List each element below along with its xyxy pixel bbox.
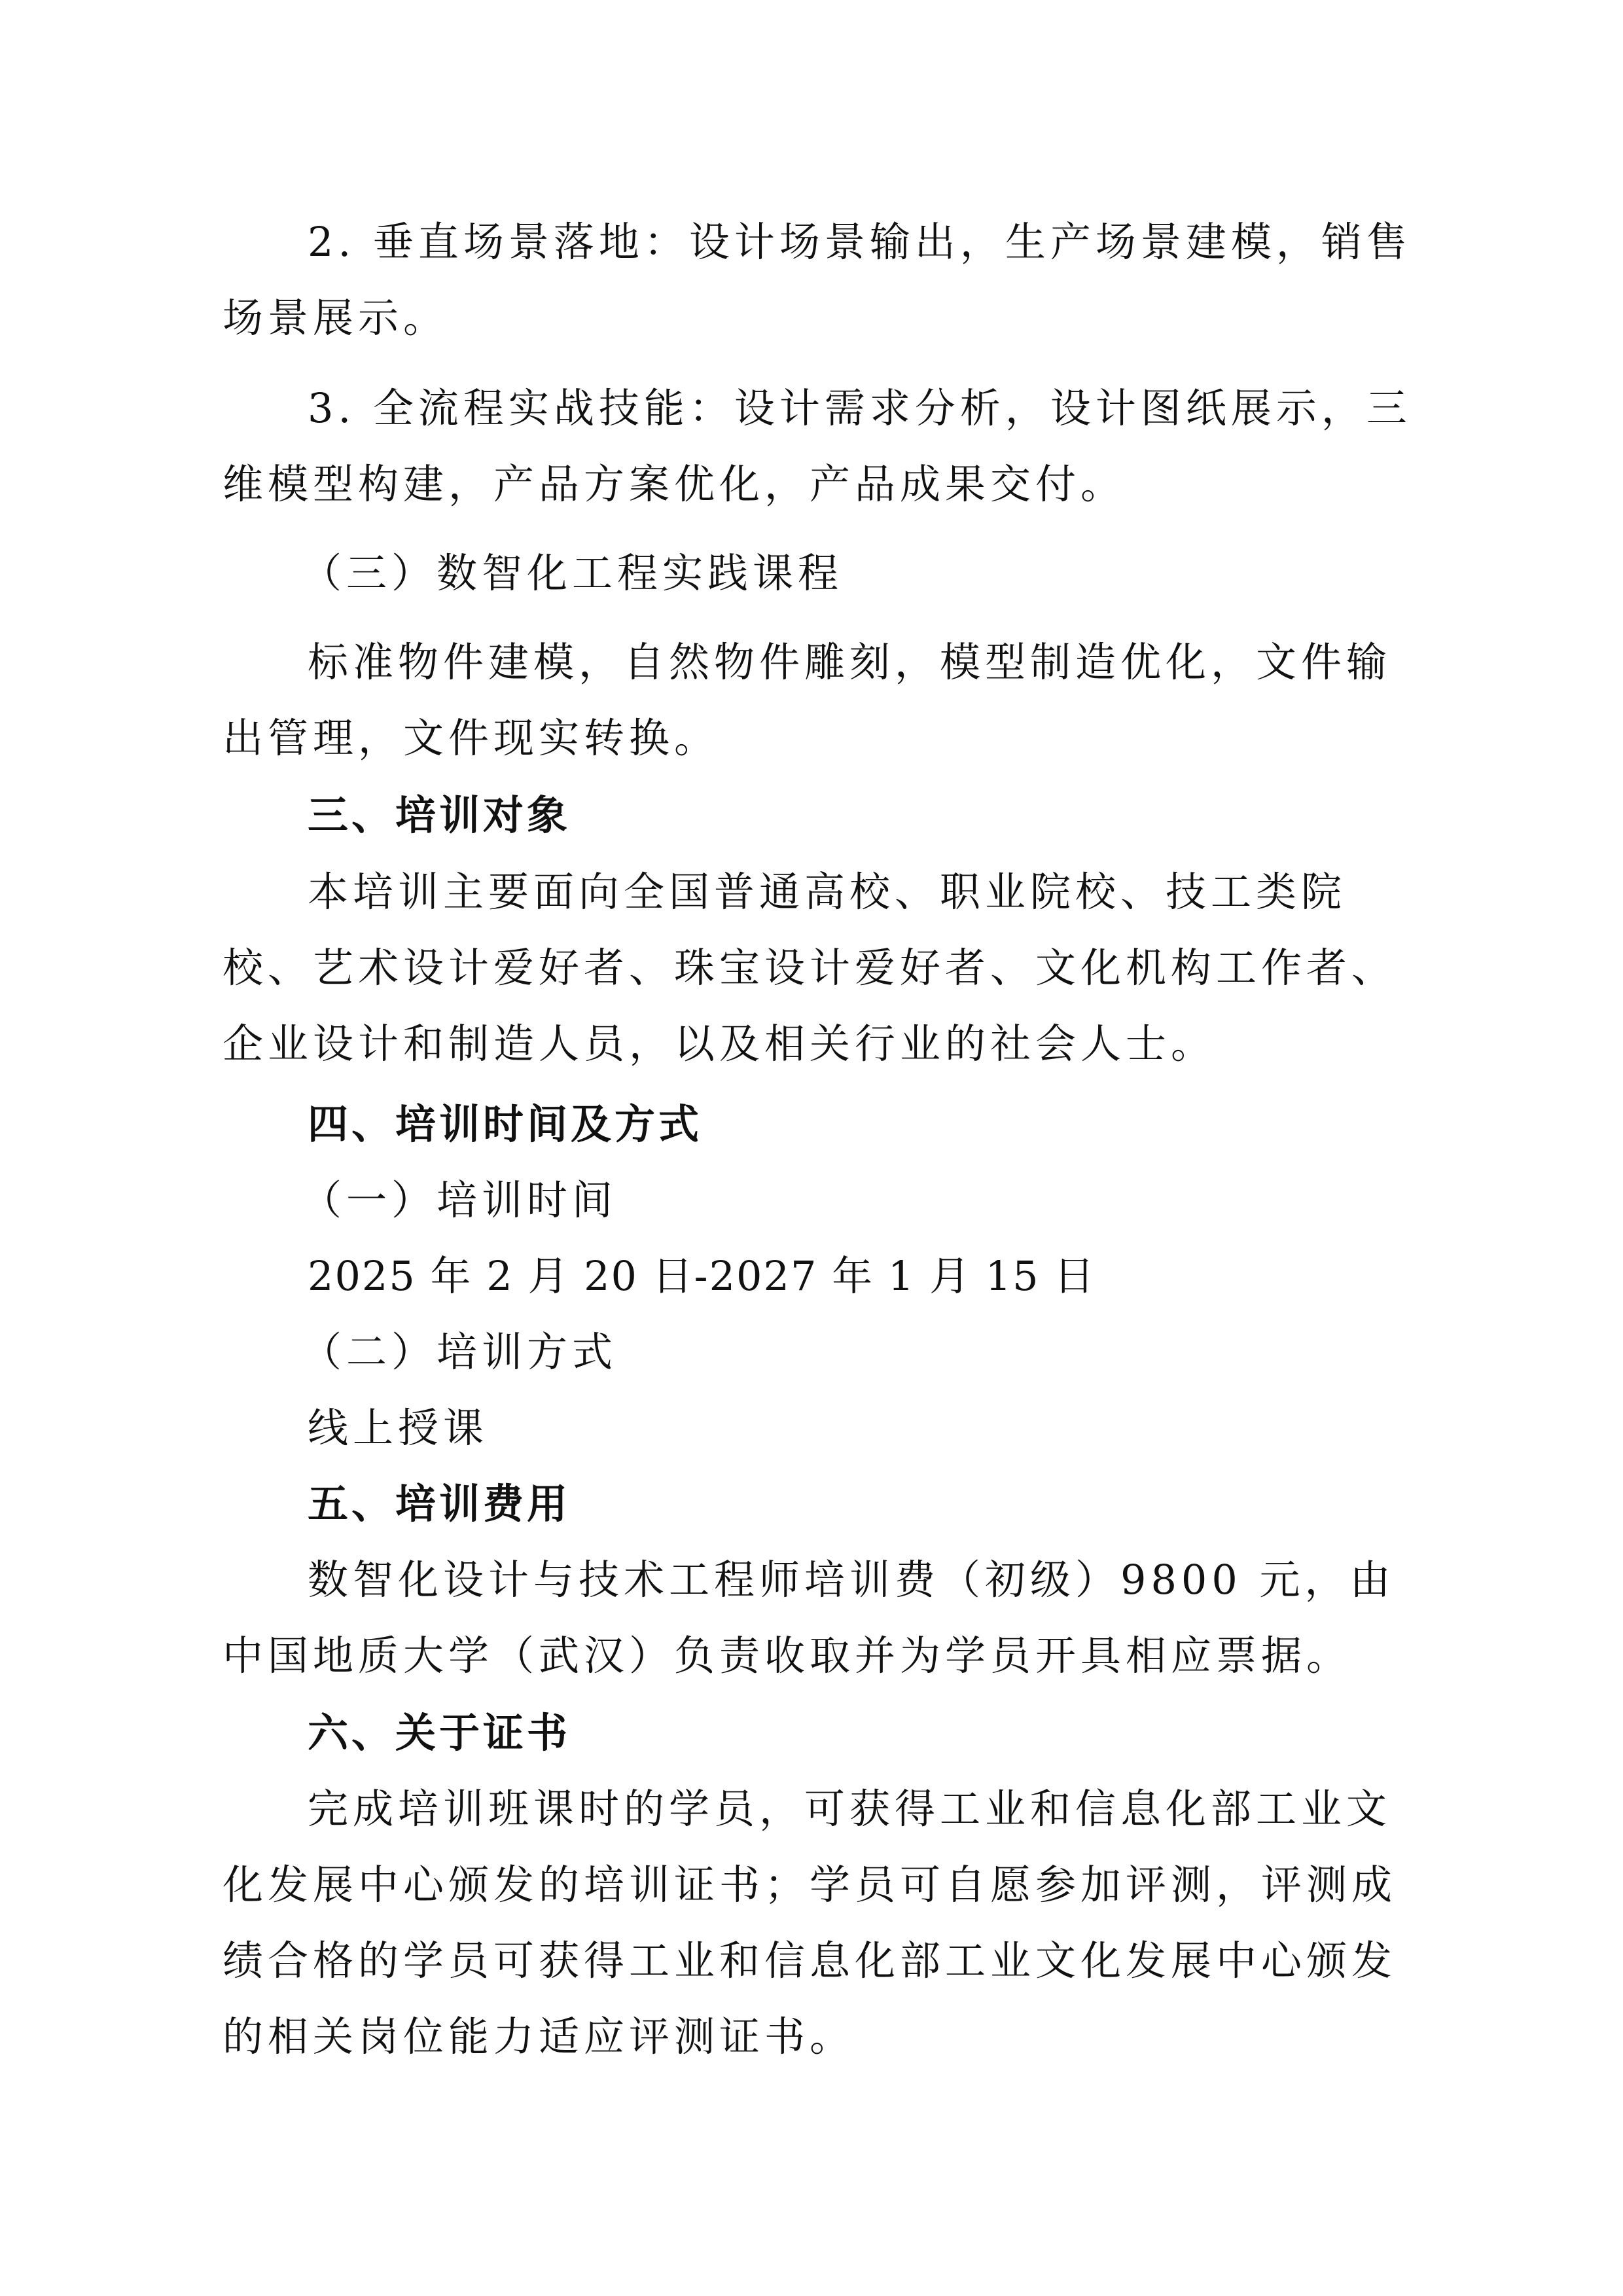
paragraph-training-audience: 本培训主要面向全国普通高校、职业院校、技工类院校、艺术设计爱好者、珠宝设计爱好者、文化机构工作者、企业设计和制造人员，以及相关行业的社会人士。 <box>223 868 1397 1067</box>
heading-training-audience: 三、培训对象 <box>308 791 571 839</box>
paragraph-full-process-skills: 3. 全流程实战技能：设计需求分析，设计图纸展示，三维模型构建，产品方案优化，产品成果交付。 <box>223 384 1412 508</box>
heading-training-method: （二）培训方式 <box>301 1328 618 1376</box>
heading-certificate: 六、关于证书 <box>308 1709 571 1757</box>
heading-engineering-practice-course: （三）数智化工程实践课程 <box>301 549 844 597</box>
paragraph-vertical-scenes: 2. 垂直场景落地：设计场景输出，生产场景建模，销售场景展示。 <box>223 218 1412 342</box>
paragraph-engineering-practice: 标准物件建模，自然物件雕刻，模型制造优化，文件输出管理，文件现实转换。 <box>223 638 1392 762</box>
paragraph-training-method: 线上授课 <box>308 1404 489 1452</box>
paragraph-training-fee: 数智化设计与技术工程师培训费（初级）9800 元，由中国地质大学（武汉）负责收取并为学员开具相应票据。 <box>223 1556 1395 1679</box>
paragraph-training-dates: 2025 年 2 月 20 日-2027 年 1 月 15 日 <box>308 1252 1096 1300</box>
heading-training-fee: 五、培训费用 <box>308 1480 571 1528</box>
heading-training-time-method: 四、培训时间及方式 <box>308 1100 703 1148</box>
paragraph-certificate: 完成培训班课时的学员，可获得工业和信息化部工业文化发展中心颁发的培训证书；学员可自愿参加评测，评测成绩合格的学员可获得工业和信息化部工业文化发展中心颁发的相关岗位能力适应评测证书。 <box>223 1785 1397 2060</box>
heading-training-time: （一）培训时间 <box>301 1176 618 1224</box>
